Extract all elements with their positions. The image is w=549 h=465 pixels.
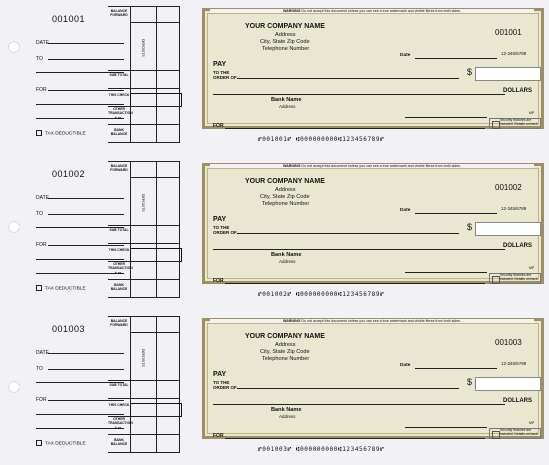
pay-label: PAY — [213, 371, 227, 378]
tax-deductible-label: TAX DEDUCTIBLE — [45, 131, 86, 137]
stub-date-label: DATE — [36, 40, 49, 46]
amount-field[interactable] — [475, 67, 541, 81]
for-label: FOR — [213, 123, 224, 129]
checkbox-icon[interactable] — [36, 440, 42, 446]
bank-address: Address — [279, 104, 296, 109]
micr-line: ⑈001003⑈ ⑆000000000⑆123456789⑈ — [258, 446, 385, 453]
dollars-label: DOLLARS — [503, 243, 532, 249]
micr-line: ⑈001001⑈ ⑆000000000⑆123456789⑈ — [258, 136, 385, 143]
other-transaction-label: OTHER TRANSACTION — [108, 262, 133, 270]
check-number: 001002 — [495, 183, 522, 192]
warning-banner: WARNING Do not accept this document unless you can see a true watermark and visible fibres from both sides. — [210, 9, 534, 13]
stub-for-label: FOR — [36, 242, 47, 248]
stub-to-label: TO — [36, 211, 43, 217]
check-body — [202, 318, 544, 439]
this-check-label: THIS CHECK — [108, 403, 130, 407]
tax-deductible[interactable] — [36, 440, 86, 446]
this-check-field[interactable] — [130, 403, 182, 417]
date-label: Date — [400, 363, 411, 368]
written-amount-field[interactable] — [213, 404, 505, 405]
stub-check-number: 001002 — [52, 169, 86, 179]
company-name: YOUR COMPANY NAME — [245, 178, 325, 185]
balance-forward-label: BALANCE FORWARD — [110, 9, 128, 17]
stub-for-label: FOR — [36, 87, 47, 93]
amount-field[interactable] — [475, 222, 541, 236]
security-features-box: Security features are included. Details on back. — [489, 273, 541, 284]
other-transaction-label: OTHER TRANSACTION — [108, 107, 133, 115]
stub-date-label: DATE — [36, 195, 49, 201]
stub-to-label: TO — [36, 366, 43, 372]
mp-mark: MP — [529, 111, 535, 115]
check-section-1 — [0, 0, 549, 155]
routing-fraction: 12-345/6789 — [501, 51, 527, 56]
warning-banner: WARNING Do not accept this document unless you can see a true watermark and visible fibres from both sides. — [210, 319, 534, 323]
checkbox-icon[interactable] — [36, 130, 42, 136]
company-phone: Telephone Number — [262, 201, 310, 207]
balance-forward-label: BALANCE FORWARD — [110, 319, 128, 327]
memo-field[interactable] — [225, 283, 485, 284]
stub-date-label: DATE — [36, 350, 49, 356]
check-body — [202, 8, 544, 129]
deposits-label: DEPOSITS — [141, 39, 145, 57]
company-city: City, State Zip Code — [260, 39, 310, 45]
company-city: City, State Zip Code — [260, 349, 310, 355]
amount-field[interactable] — [475, 377, 541, 391]
check-body — [202, 163, 544, 284]
stub-to-label: TO — [36, 56, 43, 62]
deposits-label: DEPOSITS — [141, 349, 145, 367]
check-number: 001003 — [495, 338, 522, 347]
company-phone: Telephone Number — [262, 46, 310, 52]
other-transaction-label: OTHER TRANSACTION — [108, 417, 133, 425]
to-the-order-of-label: TO THE ORDER OF — [213, 225, 237, 235]
tax-deductible-label: TAX DEDUCTIBLE — [45, 286, 86, 292]
stub-ledger — [108, 6, 180, 143]
tax-deductible[interactable] — [36, 285, 86, 291]
security-features-box: Security features are included. Details on back. — [489, 428, 541, 439]
punch-hole — [8, 41, 20, 53]
stub-check-number: 001003 — [52, 324, 86, 334]
date-field[interactable] — [415, 368, 497, 369]
this-check-label: THIS CHECK — [108, 93, 130, 97]
signature-line[interactable] — [405, 427, 487, 428]
dollar-sign: $ — [467, 222, 473, 232]
this-check-label: THIS CHECK — [108, 248, 130, 252]
company-address: Address — [275, 342, 296, 348]
company-city: City, State Zip Code — [260, 194, 310, 200]
routing-fraction: 12-345/6789 — [501, 206, 527, 211]
bank-name: Bank Name — [271, 252, 302, 258]
padlock-icon — [492, 121, 500, 129]
warning-banner: WARNING Do not accept this document unless you can see a true watermark and visible fibres from both sides. — [210, 164, 534, 168]
memo-field[interactable] — [225, 128, 485, 129]
stub-for-label: FOR — [36, 397, 47, 403]
deposits-label: DEPOSITS — [141, 194, 145, 212]
mp-mark: MP — [529, 266, 535, 270]
routing-fraction: 12-345/6789 — [501, 361, 527, 366]
stub-ledger — [108, 316, 180, 453]
bank-address: Address — [279, 414, 296, 419]
payee-field[interactable] — [237, 78, 459, 79]
date-label: Date — [400, 208, 411, 213]
stub-ledger — [108, 161, 180, 298]
payee-field[interactable] — [237, 233, 459, 234]
pay-label: PAY — [213, 216, 227, 223]
memo-field[interactable] — [225, 438, 485, 439]
plus-minus-label: + or - — [114, 271, 124, 275]
date-label: Date — [400, 53, 411, 58]
punch-hole — [8, 221, 20, 233]
punch-hole — [8, 381, 20, 393]
stub-check-number: 001001 — [52, 14, 86, 24]
payee-field[interactable] — [237, 388, 459, 389]
check-number: 001001 — [495, 28, 522, 37]
this-check-field[interactable] — [130, 248, 182, 262]
company-name: YOUR COMPANY NAME — [245, 333, 325, 340]
dollars-label: DOLLARS — [503, 398, 532, 404]
signature-line[interactable] — [405, 117, 487, 118]
for-label: FOR — [213, 433, 224, 439]
micr-line: ⑈001002⑈ ⑆000000000⑆123456789⑈ — [258, 291, 385, 298]
bank-balance-label: BANK BALANCE — [110, 128, 128, 136]
plus-minus-label: + or - — [114, 426, 124, 430]
check-stub — [30, 6, 180, 141]
for-label: FOR — [213, 278, 224, 284]
security-features-box: Security features are included. Details on back. — [489, 118, 541, 129]
sub-total-label: SUB TOTAL — [109, 73, 129, 77]
bank-name: Bank Name — [271, 97, 302, 103]
pay-label: PAY — [213, 61, 227, 68]
bank-name: Bank Name — [271, 407, 302, 413]
tax-deductible-label: TAX DEDUCTIBLE — [45, 441, 86, 447]
dollars-label: DOLLARS — [503, 88, 532, 94]
dollar-sign: $ — [467, 67, 473, 77]
padlock-icon — [492, 431, 500, 439]
signature-line[interactable] — [405, 272, 487, 273]
tax-deductible[interactable] — [36, 130, 86, 136]
sub-total-label: SUB TOTAL — [109, 383, 129, 387]
company-address: Address — [275, 32, 296, 38]
to-the-order-of-label: TO THE ORDER OF — [213, 380, 237, 390]
check-stub — [30, 161, 180, 296]
company-name: YOUR COMPANY NAME — [245, 23, 325, 30]
check-section-2 — [0, 155, 549, 310]
bank-balance-label: BANK BALANCE — [110, 438, 128, 446]
mp-mark: MP — [529, 421, 535, 425]
this-check-field[interactable] — [130, 93, 182, 107]
date-field[interactable] — [415, 213, 497, 214]
check-section-3 — [0, 310, 549, 465]
plus-minus-label: + or - — [114, 116, 124, 120]
written-amount-field[interactable] — [213, 249, 505, 250]
to-the-order-of-label: TO THE ORDER OF — [213, 70, 237, 80]
sub-total-label: SUB TOTAL — [109, 228, 129, 232]
company-address: Address — [275, 187, 296, 193]
dollar-sign: $ — [467, 377, 473, 387]
balance-forward-label: BALANCE FORWARD — [110, 164, 128, 172]
bank-balance-label: BANK BALANCE — [110, 283, 128, 291]
bank-address: Address — [279, 259, 296, 264]
checkbox-icon[interactable] — [36, 285, 42, 291]
check-stub — [30, 316, 180, 451]
padlock-icon — [492, 276, 500, 284]
company-phone: Telephone Number — [262, 356, 310, 362]
date-field[interactable] — [415, 58, 497, 59]
written-amount-field[interactable] — [213, 94, 505, 95]
